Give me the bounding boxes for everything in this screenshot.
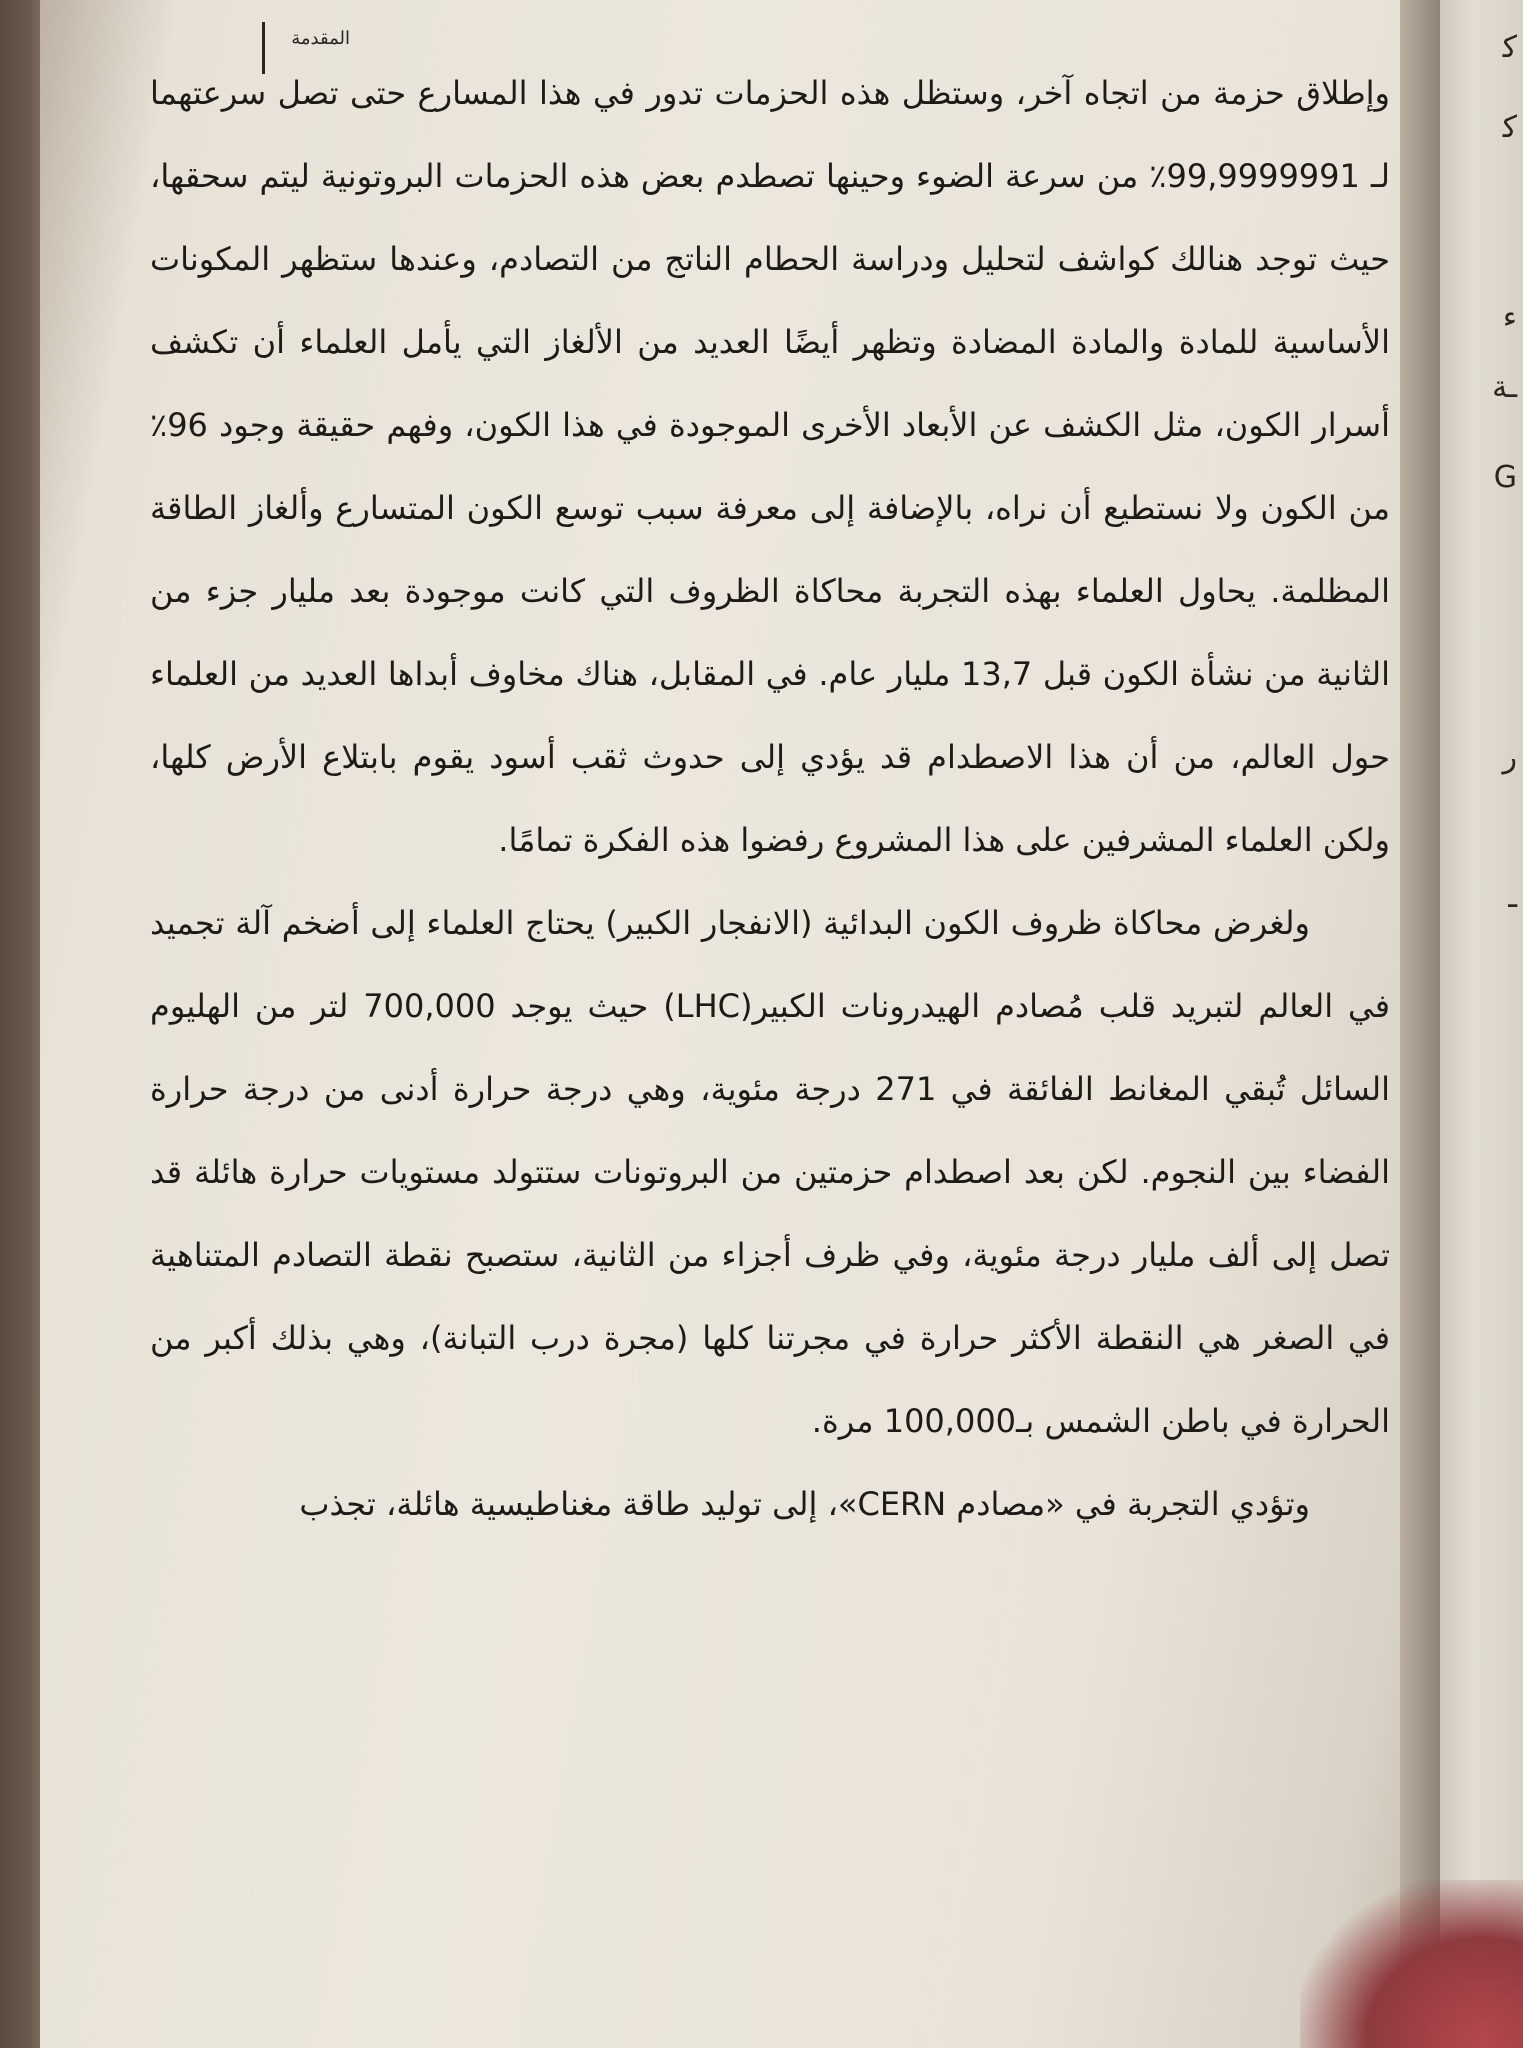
body-text — [150, 52, 1390, 1546]
edge-glyph: ـ — [1508, 880, 1517, 915]
paragraph-2: ولغرض محاكاة ظروف الكون البدائية (الانفجار الكبير) يحتاج العلماء إلى أضخم آلة تجميد في العالم لتبريد قلب مُصادم الهيدرونات الكبير(LHC) حيث يوجد 700,000 لتر من الهليوم السائل تُبقي المغانط الفائقة في 271 درجة مئوية، وهي درجة حرارة أدنى من درجة حرارة الفضاء بين النجوم. لكن بعد اصطدام حزمتين من البروتونات ستتولد مستويات حرارة هائلة قد تصل إلى ألف مليار درجة مئوية، وفي ظرف أجزاء من الثانية، ستصبح نقطة التصادم المتناهية في الصغر هي النقطة الأكثر حرارة في مجرتنا كلها (مجرة درب التبانة)، وهي بذلك أكبر من الحرارة في باطن الشمس بـ100,000 مرة. — [150, 904, 1391, 1440]
background-fabric — [1300, 1880, 1523, 2048]
edge-glyph: ﮐ — [1502, 30, 1517, 65]
page-gutter-shadow — [1400, 0, 1440, 2048]
book-page — [40, 0, 1435, 2048]
edge-glyph: ﮐ — [1502, 110, 1517, 145]
next-page-edge — [1440, 0, 1523, 2048]
paragraph-1: وإطلاق حزمة من اتجاه آخر، وستظل هذه الحزمات تدور في هذا المسارع حتى تصل سرعتهما لـ 99,9999991٪ من سرعة الضوء وحينها تصطدم بعض هذه الحزمات البروتونية ليتم سحقها، حيث توجد هنالك كواشف لتحليل ودراسة الحطام الناتج من التصادم، وعندها ستظهر المكونات الأساسية للمادة والمادة المضادة وتظهر أيضًا العديد من الألغاز التي يأمل العلماء أن تكشف أسرار الكون، مثل الكشف عن الأبعاد الأخرى الموجودة في هذا الكون، وفهم حقيقة وجود 96٪ من الكون ولا نستطيع أن نراه، بالإضافة إلى معرفة سبب توسع الكون المتسارع وألغاز الطاقة المظلمة. يحاول العلماء بهذه التجربة محاكاة الظروف التي كانت موجودة بعد مليار جزء من الثانية من نشأة الكون قبل 13,7 مليار عام. في المقابل، هناك مخاوف أبداها العديد من العلماء حول العالم، من أن هذا الاصطدام قد يؤدي إلى حدوث ثقب أسود يقوم بابتلاع الأرض كلها، ولكن العلماء المشرفين على هذا المشروع رفضوا هذه الفكرة تمامًا. — [150, 74, 1391, 859]
edge-glyph: G — [1493, 460, 1517, 495]
paragraph-3: وتؤدي التجربة في «مصادم CERN»، إلى توليد طاقة مغناطيسية هائلة، تجذب — [299, 1485, 1310, 1523]
edge-glyph: ـة — [1492, 370, 1517, 405]
edge-glyph: ء — [1502, 300, 1517, 335]
edge-glyph: ر — [1502, 740, 1517, 775]
section-title: المقدمة — [291, 28, 350, 49]
